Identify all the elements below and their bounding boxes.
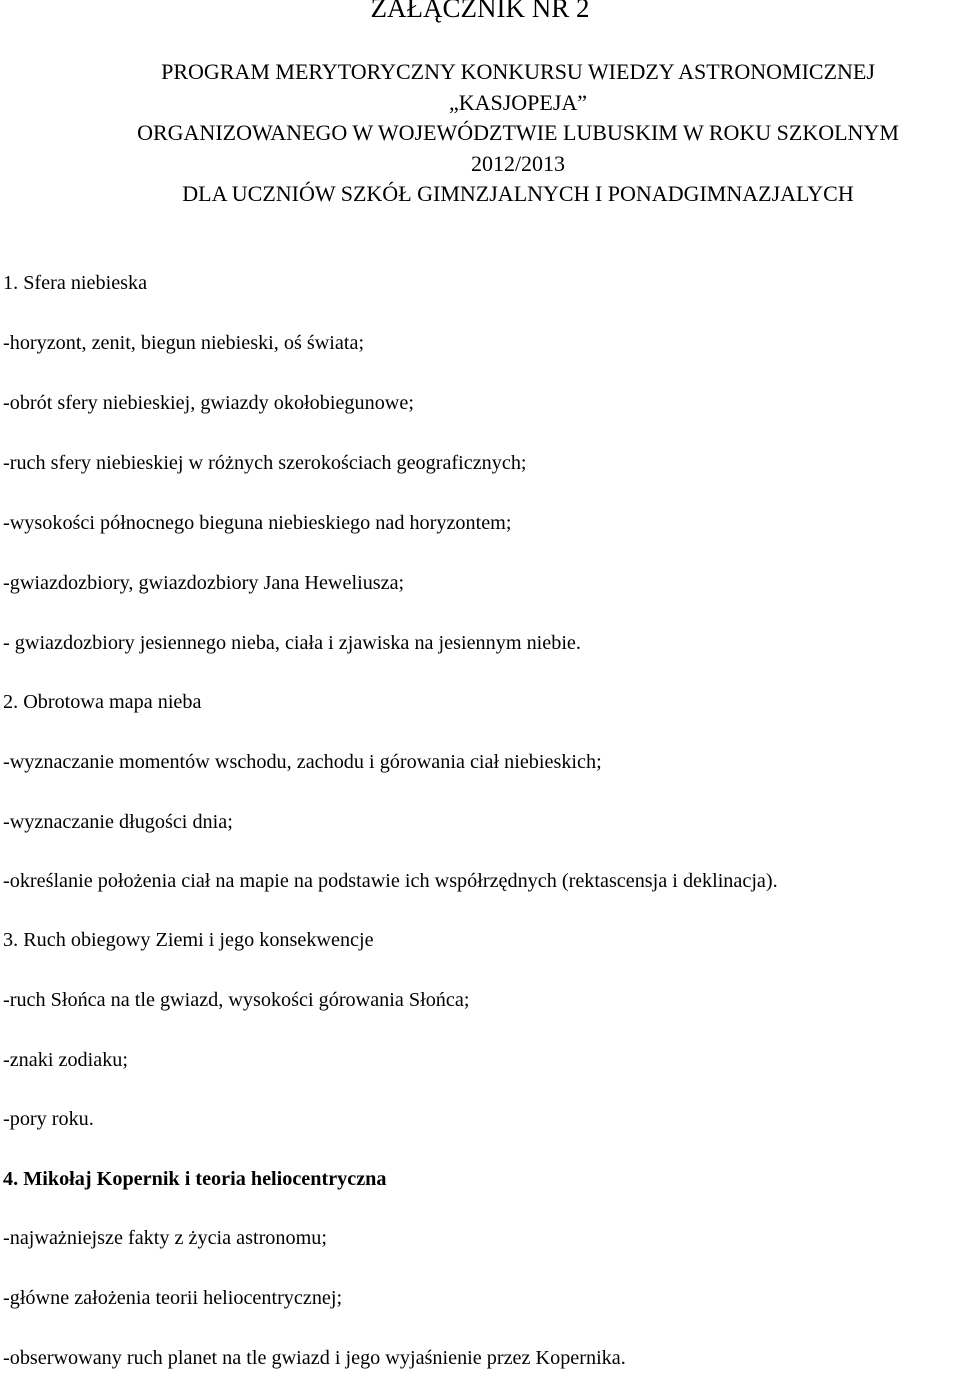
section-heading: 3. Ruch obiegowy Ziemi i jego konsekwencje — [3, 929, 374, 951]
section-heading: 1. Sfera niebieska — [3, 272, 148, 294]
section-item: -obserwowany ruch planet na tle gwiazd i jego wyjaśnienie przez Kopernika. — [3, 1347, 626, 1369]
section-item: -wyznaczanie długości dnia; — [3, 811, 233, 833]
section-item: -ruch sfery niebieskiej w różnych szerokościach geograficznych; — [3, 452, 527, 474]
section-item: -znaki zodiaku; — [3, 1049, 128, 1071]
section-heading: 4. Mikołaj Kopernik i teoria heliocentryczna — [3, 1168, 387, 1190]
section-item: -gwiazdozbiory, gwiazdozbiory Jana Heweliusza; — [3, 572, 405, 594]
section-item: -pory roku. — [3, 1108, 94, 1130]
section-item: -horyzont, zenit, biegun niebieski, oś świata; — [3, 332, 365, 354]
document-subtitle — [0, 57, 960, 210]
section-item: -określanie położenia ciał na mapie na podstawie ich współrzędnych (rektascensja i deklinacja). — [3, 870, 778, 892]
section-item: -ruch Słońca na tle gwiazd, wysokości górowania Słońca; — [3, 989, 470, 1011]
document-title: ZAŁĄCZNIK NR 2 — [370, 0, 590, 23]
subtitle-line: DLA UCZNIÓW SZKÓŁ GIMNZJALNYCH I PONADGIMNAZJALYCH — [182, 181, 854, 206]
section-item: - gwiazdozbiory jesiennego nieba, ciała i zjawiska na jesiennym niebie. — [3, 632, 581, 654]
subtitle-line: „KASJOPEJA” — [448, 89, 588, 115]
section-item: -obrót sfery niebieskiej, gwiazdy okołobiegunowe; — [3, 392, 414, 414]
section-item: -główne założenia teorii heliocentrycznej; — [3, 1287, 343, 1309]
section-item: -wysokości północnego bieguna niebieskiego nad horyzontem; — [3, 512, 512, 534]
subtitle-line: ORGANIZOWANEGO W WOJEWÓDZTWIE LUBUSKIM W ROKU SZKOLNYM — [137, 120, 899, 145]
section-heading: 2. Obrotowa mapa nieba — [3, 691, 202, 713]
subtitle-line: PROGRAM MERYTORYCZNY KONKURSU WIEDZY ASTRONOMICZNEJ — [161, 59, 875, 84]
subtitle-line: 2012/2013 — [470, 150, 566, 176]
section-item: -wyznaczanie momentów wschodu, zachodu i górowania ciał niebieskich; — [3, 751, 602, 773]
section-item: -najważniejsze fakty z życia astronomu; — [3, 1227, 327, 1249]
